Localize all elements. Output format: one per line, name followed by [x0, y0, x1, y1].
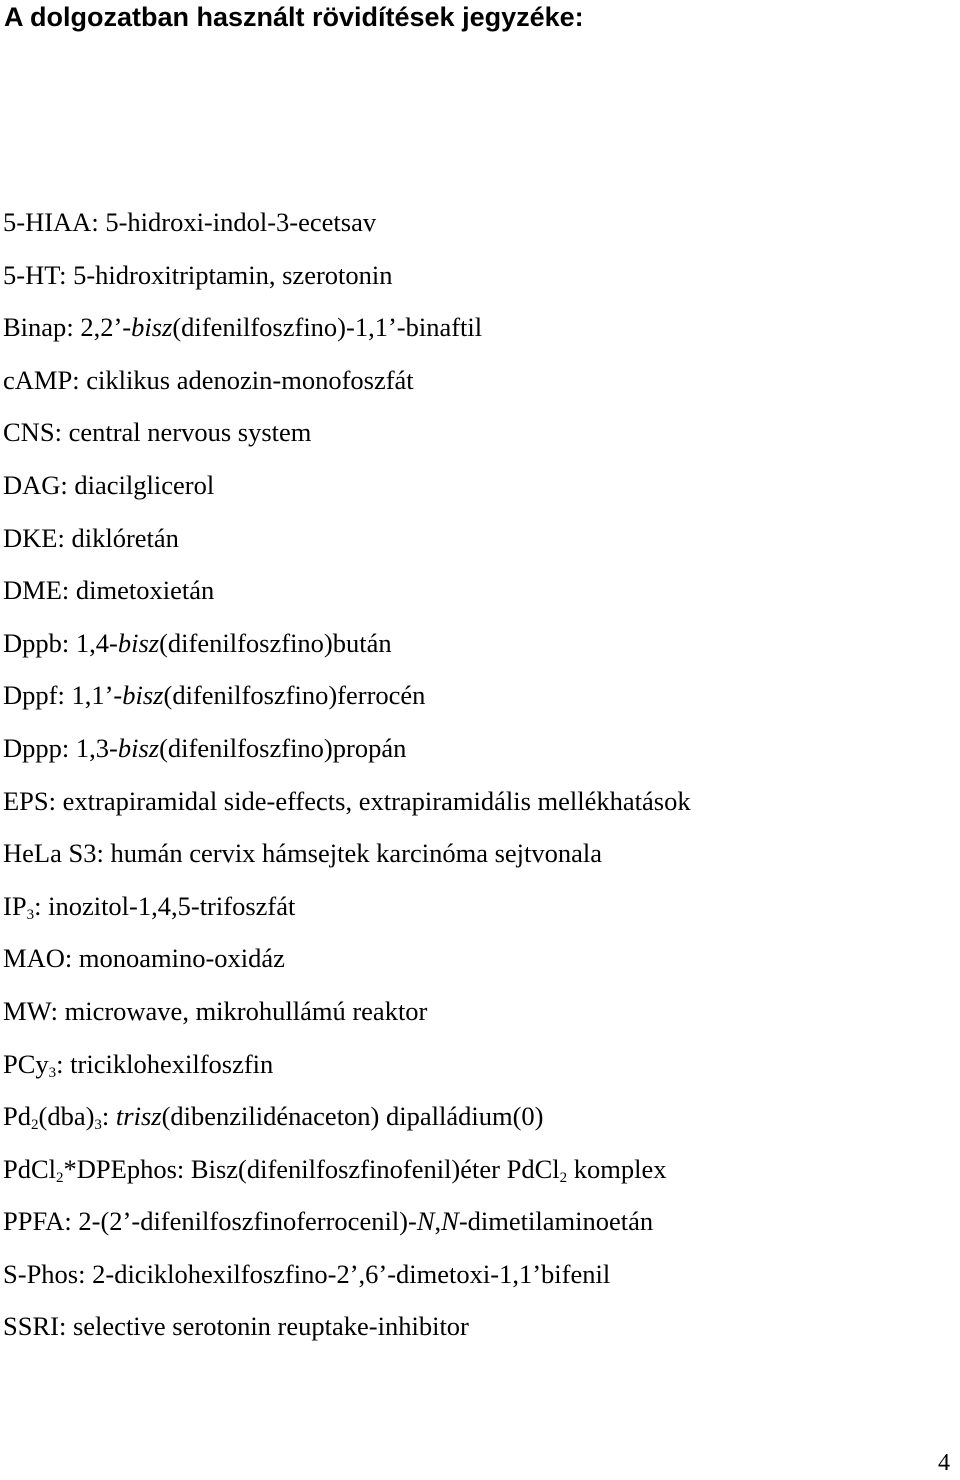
- definition-segment: Bisz(difenilfoszfinofenil)éter PdCl: [190, 1153, 560, 1184]
- abbreviation-entry: PPFA: 2-(2’-difenilfoszfinoferrocenil)-N,N-dimetilaminoetán: [3, 1206, 654, 1237]
- definition-segment: N: [441, 1206, 459, 1237]
- abbreviation-entry: CNS: central nervous system: [3, 417, 312, 448]
- definition-segment: 2: [559, 1169, 568, 1186]
- abbreviation-definition: [76, 733, 406, 763]
- abbreviation-term: S-Phos: [3, 1258, 79, 1289]
- abbreviation-definition: [79, 943, 285, 973]
- term-segment: IP: [3, 890, 27, 921]
- abbreviation-term: Binap: [3, 312, 67, 343]
- definition-segment: ,: [434, 1206, 442, 1237]
- abbreviation-term: DKE: [3, 522, 58, 553]
- page-number: 4: [938, 1450, 950, 1476]
- abbreviation-entry: S-Phos: 2-diciklohexilfoszfino-2’,6’-dimetoxi-1,1’bifenil: [3, 1258, 611, 1289]
- definition-segment: selective serotonin reuptake-inhibitor: [72, 1311, 469, 1342]
- term-segment: 3: [48, 1064, 57, 1081]
- abbreviation-list: [3, 200, 691, 1357]
- abbreviation-entry: PdCl$_2$*DPEphos: Bisz(difenilfoszfinofenil)éter PdCl$_2$ komplex: [3, 1153, 667, 1186]
- definition-segment: ciklikus adenozin-monofoszfát: [86, 364, 414, 395]
- abbreviation-term: cAMP: [3, 364, 73, 395]
- term-segment: Pd: [3, 1101, 31, 1132]
- abbreviation-term: EPS: [3, 785, 49, 816]
- abbreviation-term: Dppp: [3, 732, 62, 763]
- abbreviation-definition: [78, 1206, 653, 1236]
- abbreviation-term: CNS: [3, 417, 55, 448]
- abbreviation-term: 5-HIAA: [3, 207, 92, 237]
- abbreviation-definition: [110, 838, 602, 868]
- abbreviation-term: [3, 1049, 56, 1079]
- definition-segment: 5-hidroxi-indol-3-ecetsav: [105, 207, 377, 237]
- abbreviation-term: SSRI: [3, 1311, 59, 1342]
- definition-segment: extrapiramidal side-effects, extrapiramidális mellékhatások: [62, 785, 691, 816]
- term-segment: *DPEphos: [63, 1153, 177, 1184]
- abbreviation-term: MW: [3, 995, 51, 1026]
- abbreviation-entry: PCy$_3$: triciklohexilfoszfin: [3, 1048, 274, 1081]
- abbreviation-entry: cAMP: ciklikus adenozin-monofoszfát: [3, 364, 414, 395]
- definition-segment: 1,3-: [75, 732, 118, 763]
- definition-segment: 5-hidroxitriptamin, szerotonin: [73, 259, 393, 290]
- abbreviation-entry: MW: microwave, mikrohullámú reaktor: [3, 995, 428, 1026]
- term-segment: 3: [94, 1117, 102, 1134]
- definition-segment: humán cervix hámsejtek karcinóma sejtvonala: [110, 838, 603, 869]
- definition-segment: bisz: [117, 627, 160, 658]
- abbreviation-definition: [76, 575, 214, 605]
- definition-segment: (difenilfoszfino)ferrocén: [163, 680, 426, 711]
- abbreviation-definition: [71, 523, 178, 553]
- abbreviation-definition: [65, 996, 428, 1026]
- abbreviation-definition: [73, 1311, 469, 1341]
- definition-segment: 2-(2’-difenilfoszfinoferrocenil)-: [78, 1206, 417, 1237]
- term-segment: PCy: [3, 1048, 49, 1079]
- definition-segment: diacilglicerol: [74, 469, 215, 500]
- definition-segment: bisz: [131, 312, 173, 343]
- definition-segment: bisz: [117, 732, 160, 763]
- abbreviation-definition: [63, 786, 691, 816]
- abbreviation-definition: [191, 1154, 667, 1184]
- page-heading: A dolgozatban használt rövidítések jegyzéke:: [4, 2, 584, 32]
- abbreviation-definition: [92, 1259, 610, 1289]
- abbreviation-entry: $IP_3$: inozitol-1,4,5-trifoszfát: [3, 890, 296, 923]
- abbreviation-definition: [48, 891, 295, 921]
- abbreviation-entry: HeLa S3: humán cervix hámsejtek karcinóma sejtvonala: [3, 838, 603, 869]
- abbreviation-definition: [70, 1049, 273, 1079]
- definition-segment: N: [416, 1206, 435, 1237]
- definition-segment: central nervous system: [68, 417, 312, 448]
- definition-segment: (difenilfoszfino)propán: [159, 732, 407, 763]
- abbreviation-term: DME: [3, 575, 62, 606]
- definition-segment: (difenilfoszfino)-1,1’-binaftil: [172, 312, 483, 343]
- term-segment: 2: [56, 1169, 64, 1186]
- definition-segment: inozitol-1,4,5-trifoszfát: [48, 890, 296, 921]
- abbreviation-term: Dppf: [3, 680, 58, 711]
- abbreviation-entry: SSRI: selective serotonin reuptake-inhibitor: [3, 1311, 469, 1342]
- definition-segment: 1,1’-: [71, 680, 123, 711]
- definition-segment: 2-diciklohexilfoszfino-2’,6’-dimetoxi-1,1’bifenil: [92, 1258, 611, 1289]
- abbreviation-entry: EPS: extrapiramidal side-effects, extrapiramidális mellékhatások: [3, 785, 691, 816]
- abbreviation-definition: [76, 628, 392, 658]
- term-segment: 2: [31, 1117, 39, 1134]
- definition-segment: 1,4-: [75, 627, 118, 658]
- abbreviation-entry: MAO: monoamino-oxidáz: [3, 943, 285, 974]
- definition-segment: (dibenzilidénaceton) dipalládium(0): [161, 1101, 544, 1132]
- abbreviation-entry: DAG: diacilglicerol: [3, 469, 215, 500]
- definition-segment: bisz: [122, 680, 164, 711]
- abbreviation-term: HeLa S3: [3, 838, 97, 869]
- abbreviation-term: DAG: [3, 469, 61, 500]
- abbreviation-definition: [116, 1101, 544, 1131]
- abbreviation-entry: DKE: diklóretán: [3, 522, 179, 553]
- term-segment: (dba): [38, 1101, 95, 1132]
- abbreviation-definition: [80, 312, 482, 342]
- abbreviation-definition: [86, 365, 413, 395]
- definition-segment: trisz: [115, 1101, 162, 1132]
- abbreviation-definition: [71, 680, 425, 710]
- abbreviation-term: [3, 1101, 102, 1134]
- abbreviation-definition: [105, 207, 376, 237]
- abbreviation-definition: [69, 417, 312, 447]
- definition-segment: komplex: [567, 1153, 667, 1184]
- definition-segment: diklóretán: [71, 522, 179, 553]
- abbreviation-term: [3, 891, 34, 921]
- definition-segment: monoamino-oxidáz: [78, 943, 285, 974]
- abbreviation-entry: 5-HIAA: 5-hidroxi-indol-3-ecetsav: [3, 207, 377, 237]
- abbreviation-entry: Dppb: 1,4-bisz(difenilfoszfino)bután: [3, 627, 392, 658]
- definition-segment: (difenilfoszfino)bután: [159, 627, 392, 658]
- abbreviation-term: 5-HT: [3, 259, 60, 290]
- definition-segment: triciklohexilfoszfin: [70, 1048, 274, 1079]
- abbreviation-entry: 5-HT: 5-hidroxitriptamin, szerotonin: [3, 259, 393, 290]
- abbreviation-entry: DME: dimetoxietán: [3, 575, 215, 606]
- definition-segment: -dimetilaminoetán: [458, 1206, 654, 1237]
- abbreviation-term: MAO: [3, 943, 65, 974]
- abbreviation-entry: Dppp: 1,3-bisz(difenilfoszfino)propán: [3, 732, 407, 763]
- definition-segment: dimetoxietán: [75, 575, 215, 606]
- abbreviation-definition: [73, 260, 392, 290]
- definition-segment: 2,2’-: [80, 312, 132, 343]
- abbreviation-term: PPFA: [3, 1206, 65, 1237]
- abbreviation-term: [3, 1154, 177, 1184]
- abbreviation-entry: Dppf: 1,1’-bisz(difenilfoszfino)ferrocén: [3, 680, 426, 711]
- definition-segment: microwave, mikrohullámú reaktor: [64, 995, 428, 1026]
- abbreviation-term: Dppb: [3, 627, 62, 658]
- abbreviation-definition: [74, 470, 214, 500]
- term-segment: PdCl: [3, 1153, 57, 1184]
- abbreviation-entry: $Pd_2(dba)_3$: trisz(dibenzilidénaceton) dipalládium(0): [3, 1101, 544, 1134]
- term-segment: 3: [26, 906, 35, 923]
- abbreviation-entry: Binap: 2,2’-bisz(difenilfoszfino)-1,1’-binaftil: [3, 312, 483, 343]
